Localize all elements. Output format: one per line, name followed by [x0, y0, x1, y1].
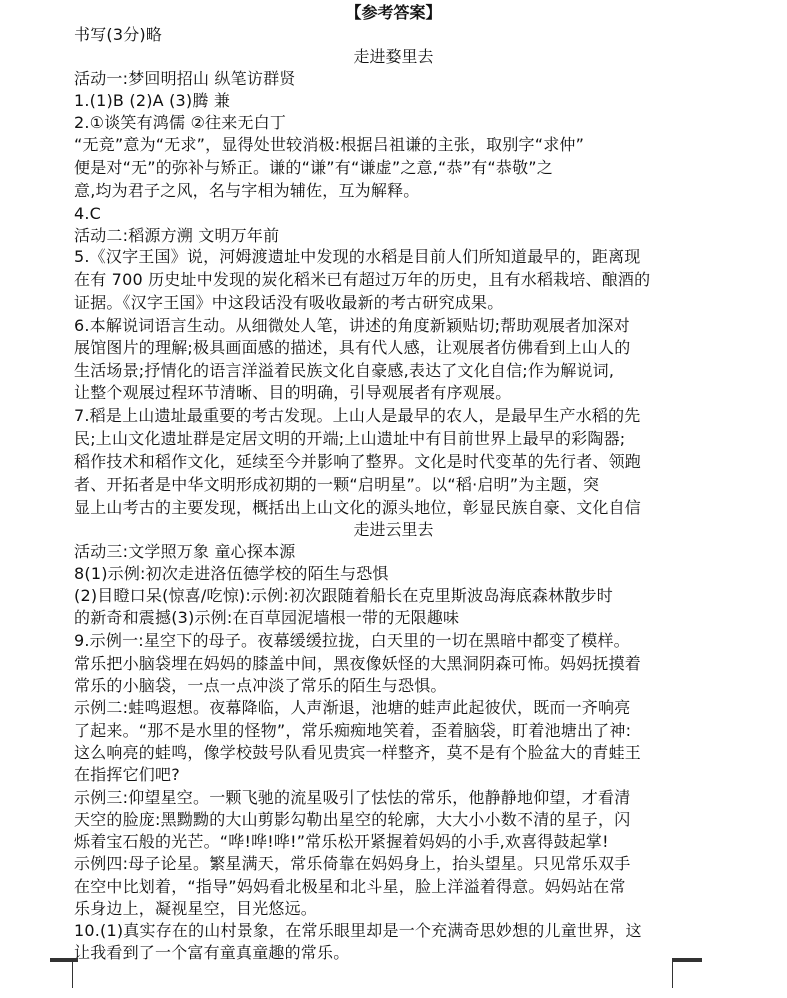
text-line: 示例三:仰望星空。一颗飞驰的流星吸引了怯怯的常乐，他静静地仰望，才看清: [74, 788, 631, 807]
text-line: 了起来。“那不是水里的怪物”，常乐痴痴地笑着，歪着脑袋，盯着池塘出了神:: [74, 721, 632, 740]
text-line: 活动一:梦回明招山 纵笔访群贤: [74, 69, 296, 88]
text-line: 活动二:稻源方溯 文明万年前: [74, 226, 280, 245]
text-line: 1.(1)B (2)A (3)腾 兼: [74, 91, 231, 110]
text-line: 生活场景;抒情化的语言洋溢着民族文化自豪感,表达了文化自信;作为解说词,: [74, 361, 615, 380]
text-line: 常乐的小脑袋，一点一点冲淡了常乐的陌生与恐惧。: [74, 676, 447, 695]
section-heading: 走进云里去: [353, 520, 434, 539]
text-line: 意,均为君子之风，名与字相为辅佐，互为解释。: [74, 181, 420, 200]
text-line: 者、开拓者是中华文明形成初期的一颗“启明星”。以“稻·启明”为主题，突: [74, 475, 600, 494]
text-line: 书写(3分)略: [74, 25, 163, 44]
text-line: 常乐把小脑袋埋在妈妈的膝盖中间，黑夜像妖怪的大黑洞阴森可怖。妈妈抚摸着: [74, 654, 642, 673]
text-line: 的新奇和震撼(3)示例:在百草园泥墙根一带的无限趣味: [74, 608, 460, 627]
text-line: 在有 700 历史址中发现的炭化稻米已有超过万年的历史，且有水稻栽培、酿酒的: [74, 270, 651, 289]
text-line: 烁着宝石般的光芒。“哗!哗!哗!”常乐松开紧握着妈妈的小手,欢喜得鼓起掌!: [74, 832, 609, 851]
text-line: 天空的脸庞:黑黝黝的大山剪影勾勒出星空的轮廓，大大小小数不清的星子，闪: [74, 810, 631, 829]
text-line: 乐身边上，凝视星空，目光悠远。: [74, 899, 318, 918]
crop-mark-right: [672, 958, 695, 988]
crop-mark-right-h: [672, 958, 702, 962]
text-line: 示例二:蛙鸣遐想。夜幕降临，人声渐退，池塘的蛙声此起彼伏，既而一齐响亮: [74, 698, 631, 717]
text-line: 民;上山文化遗址群是定居文明的开端;上山遗址中有目前世界上最早的彩陶器;: [74, 429, 626, 448]
text-line: 这么响亮的蛙鸣，像学校鼓号队看见贵宾一样整齐，莫不是有个脸盆大的青蛙王: [74, 743, 642, 762]
text-line: “无竞”意为“无求”，显得处世较消极:根据吕祖谦的主张，取别字“求仲”: [74, 135, 585, 154]
text-line: 8(1)示例:初次走进洛伍德学校的陌生与恐惧: [74, 564, 389, 583]
text-line: 便是对“无”的弥补与矫正。谦的“谦”有“谦虚”之意,“恭”有“恭敬”之: [74, 158, 553, 177]
text-line: 让整个观展过程环节清晰、目的明确，引导观展者有序观展。: [74, 383, 512, 402]
text-line: 2.①谈笑有鸿儒 ②往来无白丁: [74, 113, 287, 132]
text-line: 让我看到了一个富有童真童趣的常乐。: [74, 943, 350, 962]
section-heading: 走进婺里去: [353, 47, 434, 66]
text-line: 9.示例一:星空下的母子。夜幕缓缓拉拢，白天里的一切在黑暗中都变了模样。: [74, 631, 630, 650]
text-line: (2)目瞪口呆(惊喜/吃惊):示例:初次跟随着船长在克里斯波岛海底森林散步时: [74, 586, 613, 605]
text-line: 稻作技术和稻作文化，延续至今并影响了整界。文化是时代变革的先行者、领跑: [74, 452, 642, 471]
text-line: 活动三:文学照万象 童心探本源: [74, 542, 296, 561]
text-line: 5.《汉字王国》说，河姆渡遗址中发现的水稻是目前人们所知道最早的，距离现: [74, 247, 641, 266]
page-title: 【参考答案】: [345, 3, 442, 22]
text-line: 6.本解说词语言生动。从细微处人笔，讲述的角度新颖贴切;帮助观展者加深对: [74, 316, 630, 335]
crop-mark-left: [50, 958, 73, 988]
text-line: 4.C: [74, 204, 102, 223]
text-line: 在指挥它们吧?: [74, 765, 180, 784]
text-line: 显上山考古的主要发现，概括出上山文化的源头地位，彰显民族自豪、文化自信: [74, 498, 642, 517]
text-line: 7.稻是上山遗址最重要的考古发现。上山人是最早的农人，是最早生产水稻的先: [74, 406, 641, 425]
text-line: 在空中比划着，“指导”妈妈看北极星和北斗星，脸上洋溢着得意。妈妈站在常: [74, 877, 626, 896]
text-line: 10.(1)真实存在的山村景象，在常乐眼里却是一个充满奇思妙想的儿童世界，这: [74, 921, 642, 940]
text-line: 证据。《汉字王国》中这段话没有吸收最新的考古研究成果。: [74, 293, 504, 312]
text-line: 示例四:母子论星。繁星满天，常乐倚靠在妈妈身上，抬头望星。只见常乐双手: [74, 854, 631, 873]
text-line: 展馆图片的理解;极具画面感的描述，具有代人感，让观展者仿佛看到上山人的: [74, 338, 631, 357]
crop-mark-left-h: [50, 958, 78, 962]
